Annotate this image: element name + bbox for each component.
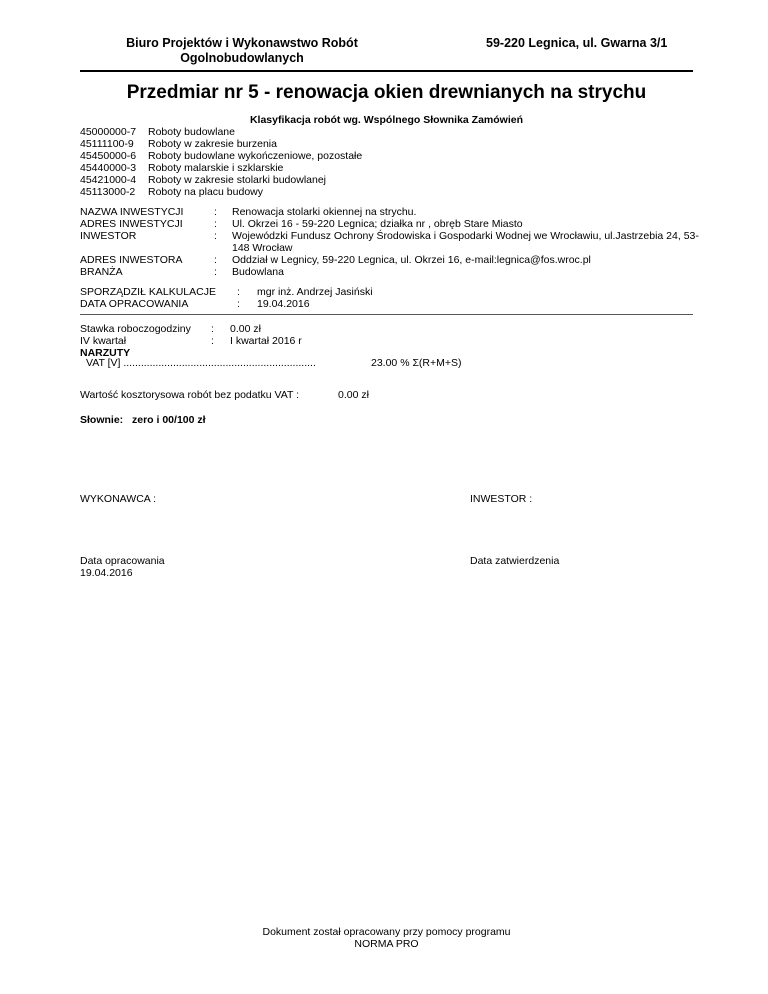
footer	[80, 926, 693, 950]
investor-label: INWESTOR	[80, 230, 137, 242]
investment-address: Ul. Okrzei 16 - 59-220 Legnica; działka nr , obręb Stare Miasto	[232, 218, 523, 230]
prepared-by-label: SPORZĄDZIŁ KALKULACJE	[80, 286, 216, 298]
classification-code: 45111100-9	[80, 138, 134, 150]
prep-date-label: Data opracowania	[80, 555, 165, 567]
surcharges-heading: NARZUTY	[80, 347, 131, 359]
colon: :	[214, 230, 217, 242]
document-title: Przedmiar nr 5 - renowacja okien drewnianych na strychu	[126, 82, 647, 103]
classification-name: Roboty w zakresie burzenia	[148, 138, 277, 150]
hourly-rate-value: 0.00 zł	[230, 323, 261, 335]
classification-code: 45000000-7	[80, 126, 137, 138]
investor-address: Oddział w Legnicy, 59-220 Legnica, ul. Okrzei 16, e-mail:legnica@fos.wroc.pl	[232, 254, 591, 266]
prepared-date-value: 19.04.2016	[257, 298, 310, 310]
classification-code: 45440000-3	[80, 162, 137, 174]
total-value: 0.00 zł	[338, 389, 369, 401]
investment-name: Renowacja stolarki okiennej na strychu.	[232, 206, 417, 218]
colon: :	[214, 254, 217, 266]
vat-label: VAT [V] ..................................................................	[86, 357, 316, 369]
quarter-value: I kwartał 2016 r	[230, 335, 302, 347]
section-divider	[80, 314, 693, 315]
branch-label: BRANŻA	[80, 266, 123, 278]
prep-date-value: 19.04.2016	[80, 567, 133, 579]
company-name: Biuro Projektów i Wykonawstwo Robót Ogolnobudowlanych	[126, 36, 358, 65]
prepared-by-value: mgr inż. Andrzej Jasiński	[257, 286, 373, 298]
colon: :	[211, 323, 214, 335]
classification-code: 45113000-2	[80, 186, 136, 198]
investment-address-label: ADRES INWESTYCJI	[80, 218, 183, 230]
words-label: Słownie:	[80, 414, 124, 426]
classification-name: Roboty na placu budowy	[148, 186, 263, 198]
company-address: 59-220 Legnica, ul. Gwarna 3/1	[486, 36, 668, 50]
header-divider	[80, 70, 693, 72]
classification-name: Roboty malarskie i szklarskie	[148, 162, 284, 174]
contractor-label: WYKONAWCA :	[80, 493, 157, 505]
footer-line: Dokument został opracowany przy pomocy programu	[262, 926, 511, 938]
colon: :	[214, 206, 217, 218]
words-value: zero i 00/100 zł	[132, 414, 206, 426]
prepared-date-label: DATA OPRACOWANIA	[80, 298, 189, 310]
colon: :	[237, 286, 240, 298]
classification-name: Roboty budowlane	[148, 126, 235, 138]
investor-address-label: ADRES INWESTORA	[80, 254, 183, 266]
branch: Budowlana	[232, 266, 284, 278]
colon: :	[214, 266, 217, 278]
colon: :	[211, 335, 214, 347]
investor-signature-label: INWESTOR :	[470, 493, 533, 505]
colon: :	[237, 298, 240, 310]
classification-name: Roboty w zakresie stolarki budowlanej	[148, 174, 327, 186]
investment-name-label: NAZWA INWESTYCJI	[80, 206, 184, 218]
investor: Wojewódzki Fundusz Ochrony Środowiska i Gospodarki Wodnej we Wrocławiu, ul.Jastrzebia 24, 53-148 Wrocław	[232, 230, 699, 254]
hourly-rate-label: Stawka roboczogodziny	[80, 323, 191, 335]
colon: :	[214, 218, 217, 230]
classification-code: 45450000-6	[80, 150, 137, 162]
classification-name: Roboty budowlane wykończeniowe, pozostałe	[148, 150, 363, 162]
classification-title: Klasyfikacja robót wg. Wspólnego Słownika Zamówień	[249, 114, 524, 126]
quarter-label: IV kwartał	[80, 335, 127, 347]
footer-program: NORMA PRO	[354, 938, 419, 950]
classification-code: 45421000-4	[80, 174, 137, 186]
vat-value: 23.00 % Σ(R+M+S)	[371, 357, 462, 369]
total-label: Wartość kosztorysowa robót bez podatku VAT :	[80, 389, 300, 401]
approval-date-label: Data zatwierdzenia	[470, 555, 560, 567]
